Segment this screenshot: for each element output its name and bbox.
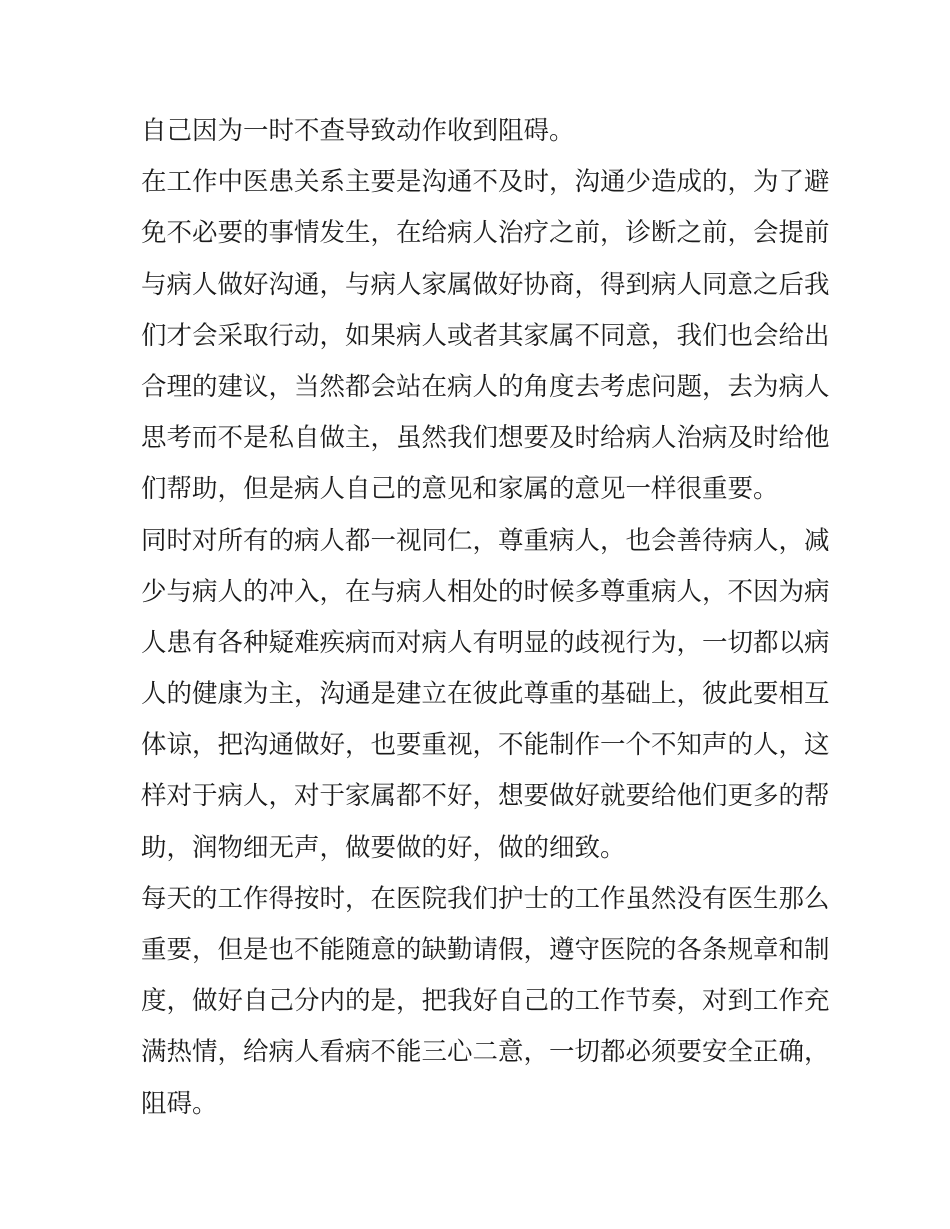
- text-line: 免不必要的事情发生，在给病人治疗之前，诊断之前，会提前: [141, 218, 830, 249]
- text-line: 少与病人的冲入，在与病人相处的时候多尊重病人，不因为病: [141, 576, 830, 607]
- text-line: 与病人做好沟通，与病人家属做好协商，得到病人同意之后我: [141, 269, 830, 300]
- text-line: 助，润物细无声，做要做的好，做的细致。: [141, 832, 626, 863]
- text-line: 体谅，把沟通做好，也要重视，不能制作一个不知声的人，这: [141, 730, 830, 761]
- text-line: 阻碍。: [141, 1088, 218, 1119]
- text-line: 重要，但是也不能随意的缺勤请假，遵守医院的各条规章和制: [141, 935, 830, 965]
- text-line: 人的健康为主，沟通是建立在彼此尊重的基础上，彼此要相互: [141, 679, 830, 710]
- text-line: 样对于病人，对于家属都不好，想要做好就要给他们更多的帮: [141, 781, 830, 812]
- text-line: 度，做好自己分内的是，把我好自己的工作节奏，对到工作充: [141, 986, 830, 1017]
- text-line: 每天的工作得按时，在医院我们护士的工作虽然没有医生那么: [141, 883, 830, 914]
- text-line: 自己因为一时不查导致动作收到阻碍。: [141, 116, 575, 146]
- text-line: 们才会采取行动，如果病人或者其家属不同意，我们也会给出: [141, 320, 830, 351]
- text-line: 思考而不是私自做主，虽然我们想要及时给病人治病及时给他: [141, 423, 830, 454]
- text-line: 在工作中医患关系主要是沟通不及时，沟通少造成的，为了避: [141, 167, 830, 198]
- text-line: 同时对所有的病人都一视同仁，尊重病人，也会善待病人，减: [141, 525, 830, 556]
- text-line: 人患有各种疑难疾病而对病人有明显的歧视行为，一切都以病: [141, 627, 830, 658]
- body-text: [141, 106, 830, 1130]
- text-line: 满热情，给病人看病不能三心二意，一切都必须要安全正确，: [141, 1037, 830, 1068]
- text-line: 合理的建议，当然都会站在病人的角度去考虑问题，去为病人: [141, 371, 830, 402]
- text-line: 们帮助，但是病人自己的意见和家属的意见一样很重要。: [141, 474, 779, 505]
